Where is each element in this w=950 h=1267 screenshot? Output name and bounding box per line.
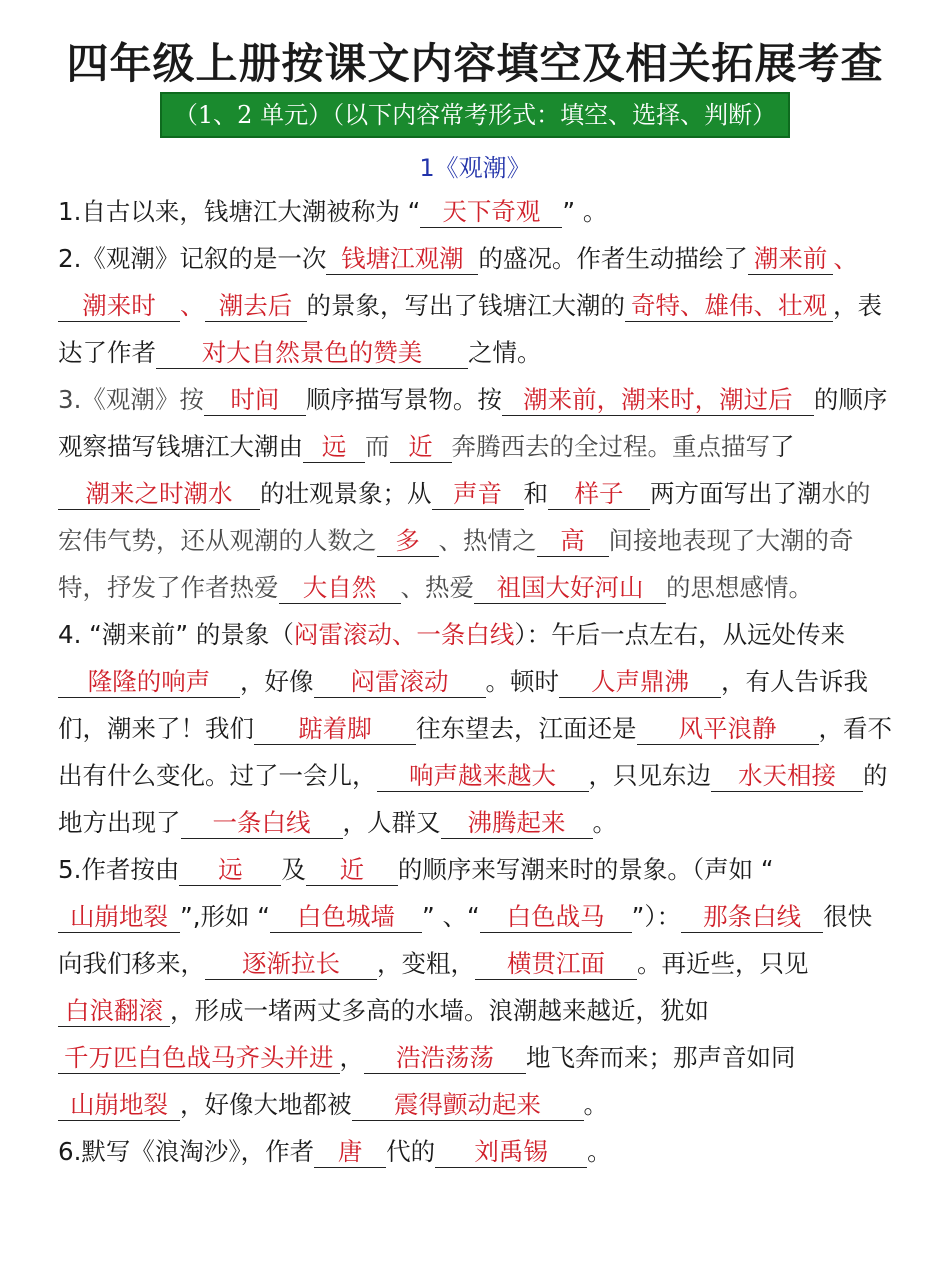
text: ”,形如 “ [180,902,270,931]
text: ，形成一堵两丈多高的水墙。浪潮越来越近，犹如 [170,996,709,1025]
text: 奔腾西去的全过程。重点描写 [451,432,770,461]
text: ）：午后一点左右，从远处传 [514,620,821,649]
text: 感情。 [739,573,813,602]
answer-blank: 潮来前 [748,244,834,275]
text: ， [339,1043,364,1072]
text: 2.《观潮》记叙的是一次 [58,244,327,273]
answer-blank: 沸腾起来 [441,808,593,839]
answer-blank: 踮着脚 [254,714,416,745]
answer-blank: 逐渐拉长 [205,949,377,980]
text: ， [818,714,843,743]
answer-blank: 潮来前，潮来时，潮过后 [502,385,814,416]
question-6 [58,1128,892,1175]
answer-blank: 潮去后 [205,291,307,322]
question-3 [58,376,892,611]
lesson-heading: 1《观潮》 [419,154,531,182]
answer-blank: 白色战马 [480,902,632,933]
answer-blank: 刘禹锡 [435,1137,587,1168]
text: 。顿时 [485,667,559,696]
answer-blank: 浩浩荡荡 [364,1043,526,1074]
answer-blank: 时间 [204,385,306,416]
text: ，表达了作者 [58,291,882,367]
answer-blank: 高 [537,526,609,557]
text: 的顺序来写潮来时的景象。（声如 “ [397,855,774,884]
text: 潮的奇特，抒发了作者热爱 [58,526,854,602]
text: 6.默写《浪淘沙》，作者 [58,1137,315,1166]
answer-blank: 横贯江面 [475,949,637,980]
text: 。 [587,1137,612,1166]
answer-blank: 大自然 [279,573,401,604]
question-1 [58,188,892,235]
text: 两方面写出了潮 [650,479,822,508]
answer-blank: 白色城墙 [270,902,422,933]
answer-blank: 山崩地裂 [58,902,180,933]
text: 、 [833,244,858,273]
text: 、 [180,291,205,320]
answer-blank: 祖国大好河山 [474,573,666,604]
answer-blank: 隆隆的响声 [58,667,240,698]
page-title: 四年级上册按课文内容填空及相关拓展考查 [66,39,884,88]
text: 。再近些，只见 [637,949,809,978]
answer-blank: 远 [303,432,365,463]
text: 的盛况。作者生动描绘了 [478,244,748,273]
text: 顺序描写景物。按 [305,385,502,414]
answer-blank: 水天相接 [711,761,863,792]
question-2 [58,235,892,376]
answer-blank: 白浪翻滚 [58,996,170,1027]
question-4 [58,611,892,846]
answer-blank: 钱塘江观潮 [326,244,478,275]
answer-blank: 响声越来越大 [377,761,589,792]
answer-blank: 唐 [314,1137,386,1168]
text: 我们，潮来了！我们 [58,667,868,743]
text: 、热爱 [400,573,474,602]
text: ，有人告诉 [721,667,844,696]
answer-blank: 闷雷滚动 [314,667,486,698]
text: 水的宏伟气势，还从观潮的人数之 [58,479,871,555]
text: 5.作者按由 [58,855,180,884]
text: 地飞奔而来；那声音如同 [526,1043,796,1072]
text: 往东望去，江面还是 [416,714,637,743]
answer-blank: 那条白线 [681,902,823,933]
answer-blank: 多 [377,526,439,557]
text: 和 [523,479,548,508]
question-5 [58,846,892,1128]
text: 的壮观景象；从 [260,479,432,508]
text: 的 [813,385,839,414]
answer-blank: 近 [306,855,398,886]
answer-blank: 近 [390,432,452,463]
answer-blank: 千万匹白色战马齐头并进 [58,1043,340,1074]
answer-blank: 潮来时 [58,291,180,322]
text: ，好像 [240,667,314,696]
text: 的思想 [666,573,740,602]
text: 来 [820,620,846,649]
answer-blank: 样子 [548,479,650,510]
text: 很 [823,902,848,931]
text: 而 [365,432,390,461]
banner-wrap [58,92,892,138]
text: 的景象，写出了钱塘江大潮的 [306,291,625,320]
text: 顺序观察描写钱塘江大潮由 [58,385,888,461]
text: 3.《观潮》按 [58,385,204,414]
answer-blank: 对大自然景色的赞美 [156,338,468,369]
text: 。 [583,1090,608,1119]
text: 、热情之 [438,526,537,555]
answer-blank: 奇特、雄伟、壮观 [625,291,833,322]
text: 间接地表现了大 [608,526,780,555]
text: 代的 [386,1137,436,1166]
text: 。 [592,808,617,837]
text: ” 。 [562,197,608,226]
answer-blank: 远 [179,855,281,886]
text: 及 [281,855,306,884]
text: 快向我们移来， [58,902,873,978]
answer-blank: 风平浪静 [637,714,819,745]
text: 1.自古以来，钱塘江大潮被称为 “ [58,197,421,226]
question-list [58,188,892,1175]
unit-banner: （1、2 单元）（以下内容常考形式：填空、选择、判断） [160,92,790,138]
answer-blank: 一条白线 [181,808,343,839]
answer-blank: 潮来之时潮水 [58,479,260,510]
text: 4. “潮来前” 的景象（ [58,620,294,649]
answer-blank: 震得颤动起来 [352,1090,584,1121]
text: ” 、“ [421,902,480,931]
text: 了 [770,432,795,461]
answer-blank: 声音 [432,479,524,510]
answer-inline: 闷雷滚动、一条白线 [293,620,515,649]
answer-blank: 山崩地裂 [58,1090,180,1121]
text: ”）： [631,902,682,931]
text: ，变粗， [377,949,475,978]
answer-blank: 人声鼎沸 [559,667,721,698]
text: ，只见东边 [588,761,711,790]
text: ，好像大地都被 [180,1090,352,1119]
answer-blank: 天下奇观 [420,197,562,228]
text: ，人群又 [342,808,441,837]
text: 的地方出现了 [58,761,888,837]
text: 之情。 [468,338,542,367]
text: 看不出有什么变化。过了一会儿， [58,714,892,790]
